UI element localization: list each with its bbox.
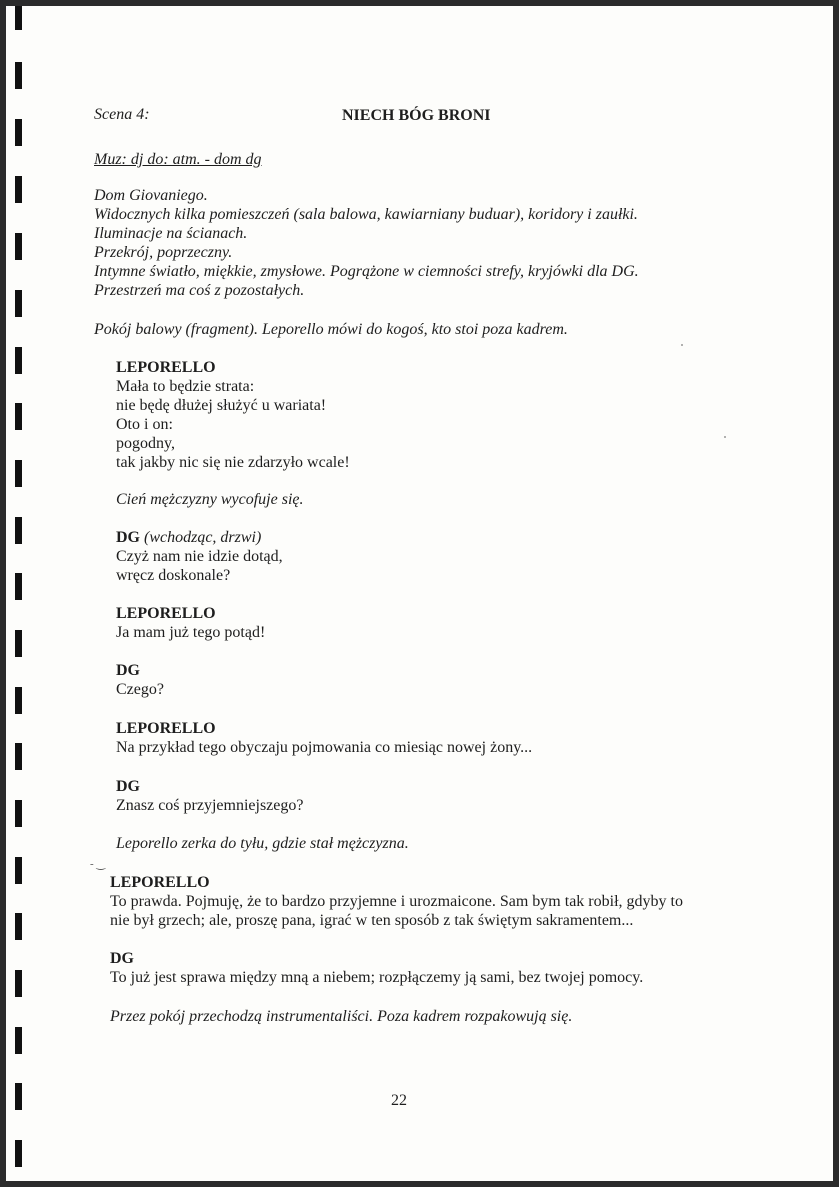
scan-speck xyxy=(681,344,683,346)
binding-hole xyxy=(15,517,22,544)
character-name: DG xyxy=(116,529,140,546)
dialogue-line: To prawda. Pojmuję, że to bardzo przyjemne i urozmaicone. Sam bym tak robił, gdyby to xyxy=(110,893,683,910)
binding-hole xyxy=(15,119,22,146)
dialogue-line: Mała to będzie strata: xyxy=(116,378,255,395)
character-name: LEPORELLO xyxy=(116,605,216,622)
scene-label: Scena 4: xyxy=(94,106,150,123)
scan-speck xyxy=(724,436,726,438)
stage-direction-line: Widocznych kilka pomieszczeń (sala balowa, kawiarniany buduar), koridory i zaułki. xyxy=(94,206,638,223)
binding-hole xyxy=(15,687,22,714)
dialogue-line: To już jest sprawa między mną a niebem; rozpłączemy ją sami, bez twojej pomocy. xyxy=(110,969,644,986)
scan-mark: - ‿ xyxy=(90,858,106,870)
binding-holes xyxy=(15,6,23,1181)
binding-hole xyxy=(15,62,22,89)
document-page xyxy=(6,6,833,1181)
binding-hole xyxy=(15,970,22,997)
dialogue-line: pogodny, xyxy=(116,435,175,452)
character-heading xyxy=(116,528,261,547)
binding-hole xyxy=(15,347,22,374)
stage-direction-line: Dom Giovaniego. xyxy=(94,187,208,204)
binding-hole xyxy=(15,6,22,30)
character-name: LEPORELLO xyxy=(110,874,210,891)
stage-direction-line: Przestrzeń ma coś z pozostałych. xyxy=(94,282,305,299)
dialogue-line: nie był grzech; ale, proszę pana, igrać w ten sposób z tak świętym sakramentem... xyxy=(110,912,634,929)
dialogue-line: Na przykład tego obyczaju pojmowania co miesiąc nowej żony... xyxy=(116,739,533,756)
binding-hole xyxy=(15,630,22,657)
character-parenthetical: (wchodząc, drzwi) xyxy=(144,529,262,546)
dialogue-line: nie będę dłużej służyć u wariata! xyxy=(116,397,327,414)
stage-direction: Leporello zerka do tyłu, gdzie stał mężczyzna. xyxy=(116,835,409,852)
binding-hole xyxy=(15,913,22,940)
page-title: NIECH BÓG BRONI xyxy=(342,107,491,124)
music-cue: Muz: dj do: atm. - dom dg xyxy=(94,151,262,168)
page-number: 22 xyxy=(391,1092,407,1109)
binding-hole xyxy=(15,403,22,430)
stage-direction: Pokój balowy (fragment). Leporello mówi do kogoś, kto stoi poza kadrem. xyxy=(94,321,568,338)
binding-hole xyxy=(15,857,22,884)
character-name: LEPORELLO xyxy=(116,359,216,376)
binding-hole xyxy=(15,1083,22,1110)
character-name: LEPORELLO xyxy=(116,720,216,737)
dialogue-line: Znasz coś przyjemniejszego? xyxy=(116,797,304,814)
stage-direction-line: Iluminacje na ścianach. xyxy=(94,225,248,242)
character-name: DG xyxy=(116,778,140,795)
dialogue-line: tak jakby nic się nie zdarzyło wcale! xyxy=(116,454,350,471)
stage-direction-line: Intymne światło, miękkie, zmysłowe. Pogrążone w ciemności strefy, kryjówki dla DG. xyxy=(94,263,639,280)
binding-hole xyxy=(15,460,22,487)
binding-hole xyxy=(15,1140,22,1167)
binding-hole xyxy=(15,290,22,317)
binding-hole xyxy=(15,233,22,260)
binding-hole xyxy=(15,573,22,600)
stage-direction-line: Przekrój, poprzeczny. xyxy=(94,244,233,261)
dialogue-line: Czego? xyxy=(116,681,164,698)
binding-hole xyxy=(15,1027,22,1054)
dialogue-line: Czyż nam nie idzie dotąd, xyxy=(116,548,283,565)
binding-hole xyxy=(15,743,22,770)
dialogue-line: Oto i on: xyxy=(116,416,173,433)
character-name: DG xyxy=(116,662,140,679)
dialogue-line: wręcz doskonale? xyxy=(116,567,231,584)
binding-hole xyxy=(15,800,22,827)
binding-hole xyxy=(15,176,22,203)
character-name: DG xyxy=(110,950,134,967)
dialogue-line: Ja mam już tego potąd! xyxy=(116,624,266,641)
stage-direction: Przez pokój przechodzą instrumentaliści. Poza kadrem rozpakowują się. xyxy=(110,1008,573,1025)
stage-direction: Cień mężczyzny wycofuje się. xyxy=(116,491,304,508)
